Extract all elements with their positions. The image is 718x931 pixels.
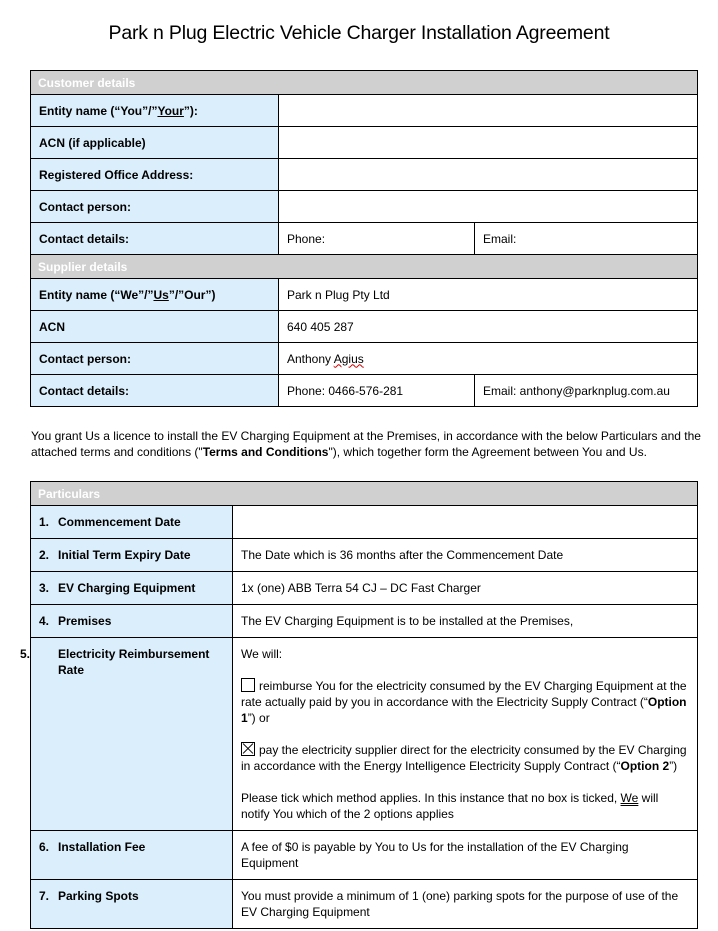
electricity-rate-cell	[233, 638, 698, 831]
supplier-section-header	[31, 255, 698, 279]
particular-number: 3.	[39, 581, 50, 595]
supplier-entity-row	[31, 279, 698, 311]
option-2-text: pay the electricity supplier direct for the electricity consumed by the EV Charging in accordance with the Energy Intelligence Electricity Supply Contract (“	[241, 743, 687, 773]
entity-label-your: Your	[157, 103, 184, 118]
particular-label	[31, 880, 233, 929]
option-1	[241, 678, 689, 726]
intro-bold-text: Terms and Conditions	[202, 445, 329, 459]
supplier-contact-details-label: Contact details:	[31, 375, 279, 407]
particulars-section-header	[31, 482, 698, 506]
supplier-entity-label-text: Entity name (“We”/”	[39, 287, 154, 302]
customer-contact-details-label: Contact details:	[31, 223, 279, 255]
customer-entity-row	[31, 95, 698, 127]
option-2-end: ”)	[669, 759, 678, 773]
particular-value: The Date which is 36 months after the Commencement Date	[233, 539, 698, 572]
particular-number: 5.	[20, 647, 31, 661]
customer-contact-person-row	[31, 191, 698, 223]
intro-text-1: You grant Us a licence to install the EV Charging Equipment at the Premises, in accordance with the below Particulars and the attached terms and conditions ("	[31, 429, 701, 459]
customer-contact-person-label: Contact person:	[31, 191, 279, 223]
supplier-entity-value: Park n Plug Pty Ltd	[279, 279, 698, 311]
particulars-row-5	[31, 638, 698, 831]
customer-office-row	[31, 159, 698, 191]
particular-number: 7.	[39, 889, 50, 903]
customer-entity-field[interactable]	[279, 95, 698, 127]
rate-note-text: Please tick which method applies. In this instance that no box is ticked,	[241, 791, 621, 805]
customer-phone-field[interactable]: Phone:	[279, 223, 475, 255]
particulars-row-2	[31, 539, 698, 572]
supplier-contact-person-label: Contact person:	[31, 343, 279, 375]
particulars-table	[20, 481, 698, 929]
rate-note	[241, 790, 689, 822]
supplier-contact-person-value	[279, 343, 698, 375]
customer-acn-label: ACN (if applicable)	[31, 127, 279, 159]
particulars-row-1	[31, 506, 698, 539]
customer-section-title: Customer details	[31, 71, 698, 95]
supplier-acn-row	[31, 311, 698, 343]
rate-intro: We will:	[241, 647, 283, 661]
customer-contact-details-row	[31, 223, 698, 255]
particular-label-text: Electricity Reimbursement Rate	[58, 647, 210, 677]
customer-acn-row	[31, 127, 698, 159]
particular-label	[20, 638, 233, 831]
supplier-email-value: Email: anthony@parknplug.com.au	[475, 375, 698, 407]
details-table	[30, 70, 698, 407]
supplier-contact-person-row	[31, 343, 698, 375]
particular-label	[31, 605, 233, 638]
supplier-entity-label-us: Us	[153, 287, 169, 302]
option-2-bold: Option 2	[620, 759, 670, 773]
option-1-bold: Option 1	[241, 695, 687, 725]
particulars-row-6	[31, 831, 698, 880]
particular-label	[31, 831, 233, 880]
particular-number: 2.	[39, 548, 50, 562]
particulars-row-4	[31, 605, 698, 638]
customer-office-field[interactable]	[279, 159, 698, 191]
particular-label-text: Premises	[58, 614, 112, 628]
particular-value: You must provide a minimum of 1 (one) parking spots for the purpose of use of the EV Charging Equipment	[233, 880, 698, 929]
contact-last-name: Agius	[333, 351, 364, 366]
supplier-phone-value: Phone: 0466-576-281	[279, 375, 475, 407]
document-title: Park n Plug Electric Vehicle Charger Installation Agreement	[108, 22, 610, 44]
particulars-section-title: Particulars	[31, 482, 698, 506]
supplier-contact-details-row	[31, 375, 698, 407]
intro-paragraph	[31, 428, 711, 460]
particular-label-text: Installation Fee	[58, 840, 146, 854]
particular-number: 1.	[39, 515, 50, 529]
supplier-acn-value: 640 405 287	[279, 311, 698, 343]
option-1-text: reimburse You for the electricity consumed by the EV Charging Equipment at the rate actually paid by you in accordance with the Electricity Supply Contract (“	[241, 679, 687, 709]
particular-label-text: Initial Term Expiry Date	[58, 548, 191, 562]
customer-email-field[interactable]: Email:	[475, 223, 698, 255]
customer-contact-person-field[interactable]	[279, 191, 698, 223]
customer-acn-field[interactable]	[279, 127, 698, 159]
rate-note-end: will notify You which of the 2 options applies	[241, 791, 659, 821]
particular-number: 4.	[39, 614, 50, 628]
option-1-end: ”) or	[247, 711, 270, 725]
supplier-entity-label-end: ”/”Our”)	[168, 287, 216, 302]
particular-value: The EV Charging Equipment is to be installed at the Premises,	[233, 605, 698, 638]
option-2	[241, 742, 689, 774]
customer-section-header	[31, 71, 698, 95]
particular-label-text: Commencement Date	[58, 515, 181, 529]
customer-entity-label	[31, 95, 279, 127]
entity-label-text: Entity name (“You”/”	[39, 103, 158, 118]
particulars-row-3	[31, 572, 698, 605]
particulars-row-7	[31, 880, 698, 929]
supplier-entity-label	[31, 279, 279, 311]
particular-value: A fee of $0 is payable by You to Us for the installation of the EV Charging Equipment	[233, 831, 698, 880]
particular-label	[31, 506, 233, 539]
particular-label-text: EV Charging Equipment	[58, 581, 196, 595]
supplier-section-title: Supplier details	[31, 255, 698, 279]
supplier-acn-label: ACN	[31, 311, 279, 343]
particular-label	[31, 539, 233, 572]
option-2-checkbox[interactable]	[241, 742, 255, 756]
entity-label-end: ”):	[183, 103, 198, 118]
commencement-date-field[interactable]	[233, 506, 698, 539]
intro-text-2: "), which together form the Agreement between You and Us.	[328, 445, 647, 459]
particular-value: 1x (one) ABB Terra 54 CJ – DC Fast Charger	[233, 572, 698, 605]
particular-number: 6.	[39, 840, 50, 854]
rate-note-we: We	[620, 791, 639, 805]
contact-first-name: Anthony	[287, 351, 334, 366]
particular-label-text: Parking Spots	[58, 889, 139, 903]
particular-label	[31, 572, 233, 605]
customer-office-label: Registered Office Address:	[31, 159, 279, 191]
option-1-checkbox[interactable]	[241, 678, 255, 692]
